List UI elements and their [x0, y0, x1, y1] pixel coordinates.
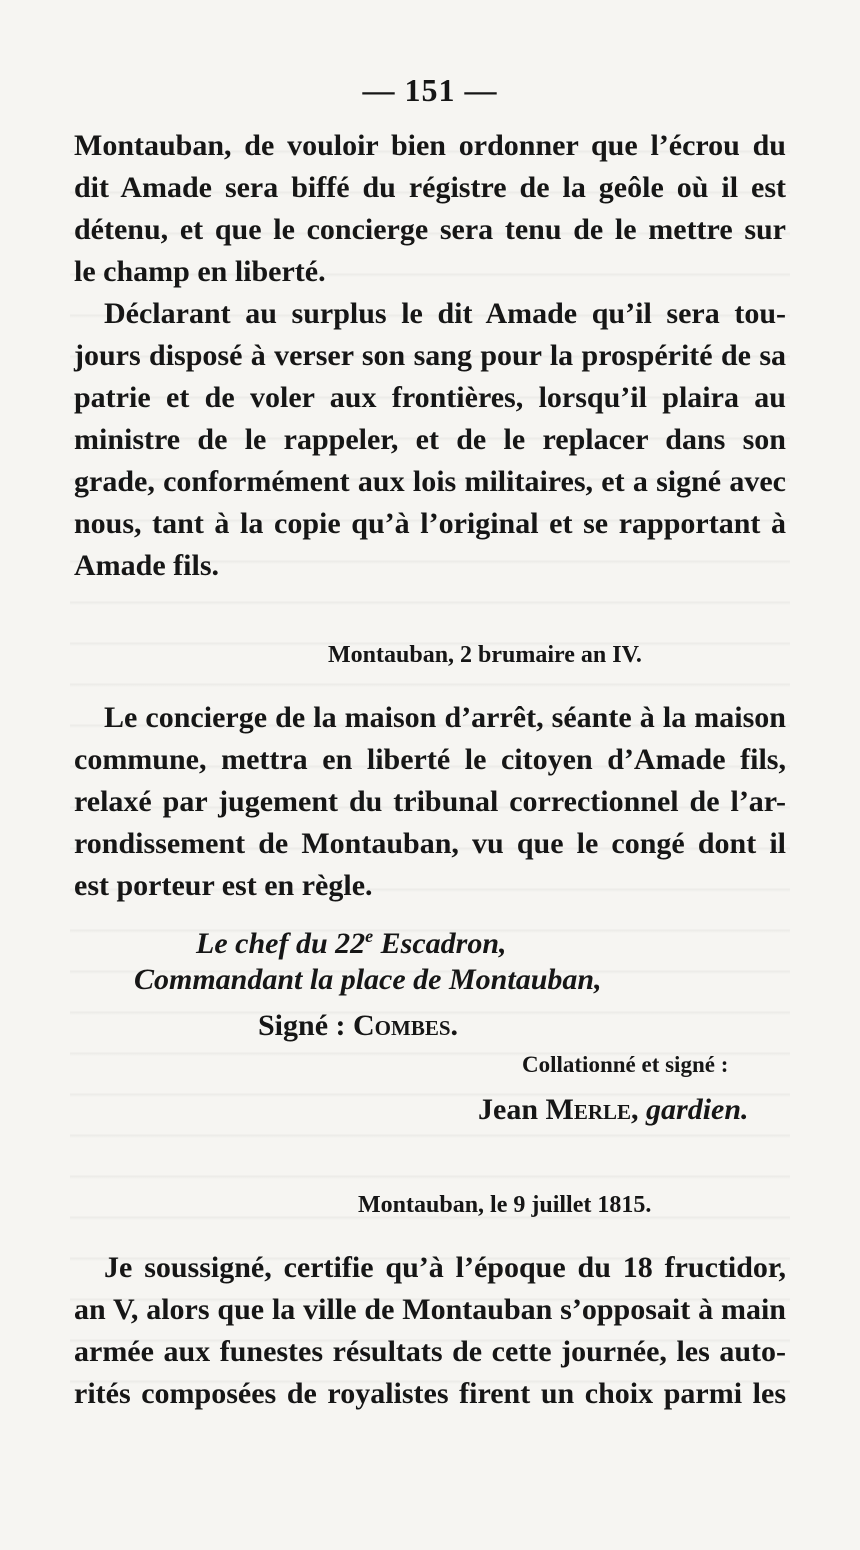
- text-line: détenu, et que le concierge sera tenu de le mettre sur: [74, 213, 786, 246]
- text-line: Je soussigné, certifie qu’à l’époque du 18 fructidor,: [104, 1251, 786, 1284]
- text-line: rondissement de Montauban, vu que le congé dont il: [74, 827, 786, 860]
- text-line: est porteur est en règle.: [74, 869, 373, 902]
- text-line: armée aux funestes résultats de cette journée, les auto-: [74, 1335, 786, 1368]
- text-line: Déclarant au surplus le dit Amade qu’il sera tou-: [104, 297, 786, 330]
- signed-line: [258, 1006, 458, 1046]
- signature-command-line: Commandant la place de Montauban,: [134, 963, 602, 996]
- collation-last-name: Merle: [545, 1093, 632, 1126]
- collation-role: gardien.: [646, 1093, 749, 1126]
- collation-separator: ,: [631, 1093, 647, 1126]
- signature-title-suffix: Escadron,: [373, 927, 507, 960]
- collation-signature: [478, 1090, 749, 1130]
- text-line: nous, tant à la copie qu’à l’original et se rapportant à: [74, 507, 786, 540]
- text-line: Montauban, de vouloir bien ordonner que l’écrou du: [74, 129, 786, 162]
- text-line: grade, conformément aux lois militaires, et a signé avec: [74, 465, 786, 498]
- page-number: — 151 —: [362, 72, 498, 108]
- collation-label: Collationné et signé :: [522, 1052, 729, 1077]
- text-line: Amade fils.: [74, 549, 219, 582]
- collation-first-name: Jean: [478, 1093, 546, 1126]
- signed-label: Signé :: [258, 1009, 354, 1042]
- text-line: dit Amade sera biffé du régistre de la geôle où il est: [74, 171, 786, 204]
- text-line: rités composées de royalistes firent un choix parmi les: [74, 1377, 786, 1410]
- text-line: le champ en liberté.: [74, 255, 326, 288]
- dateline: Montauban, 2 brumaire an IV.: [328, 642, 642, 668]
- text-line: relaxé par jugement du tribunal correctionnel de l’ar-: [74, 785, 786, 818]
- text-line: Le concierge de la maison d’arrêt, séante à la maison: [104, 701, 786, 734]
- dateline: Montauban, le 9 juillet 1815.: [358, 1192, 652, 1218]
- signature-title-superscript: e: [365, 926, 374, 946]
- signed-name: Combes.: [353, 1009, 459, 1042]
- text-line: an V, alors que la ville de Montauban s’opposait à main: [74, 1293, 786, 1326]
- text-line: commune, mettra en liberté le citoyen d’Amade fils,: [74, 743, 786, 776]
- text-line: patrie et de voler aux frontières, lorsqu’il plaira au: [74, 381, 786, 414]
- signature-title-line: [196, 916, 507, 964]
- text-line: ministre de le rappeler, et de le replacer dans son: [74, 423, 786, 456]
- signature-title-prefix: Le chef du 22: [196, 927, 366, 960]
- text-line: jours disposé à verser son sang pour la prospérité de sa: [74, 339, 786, 372]
